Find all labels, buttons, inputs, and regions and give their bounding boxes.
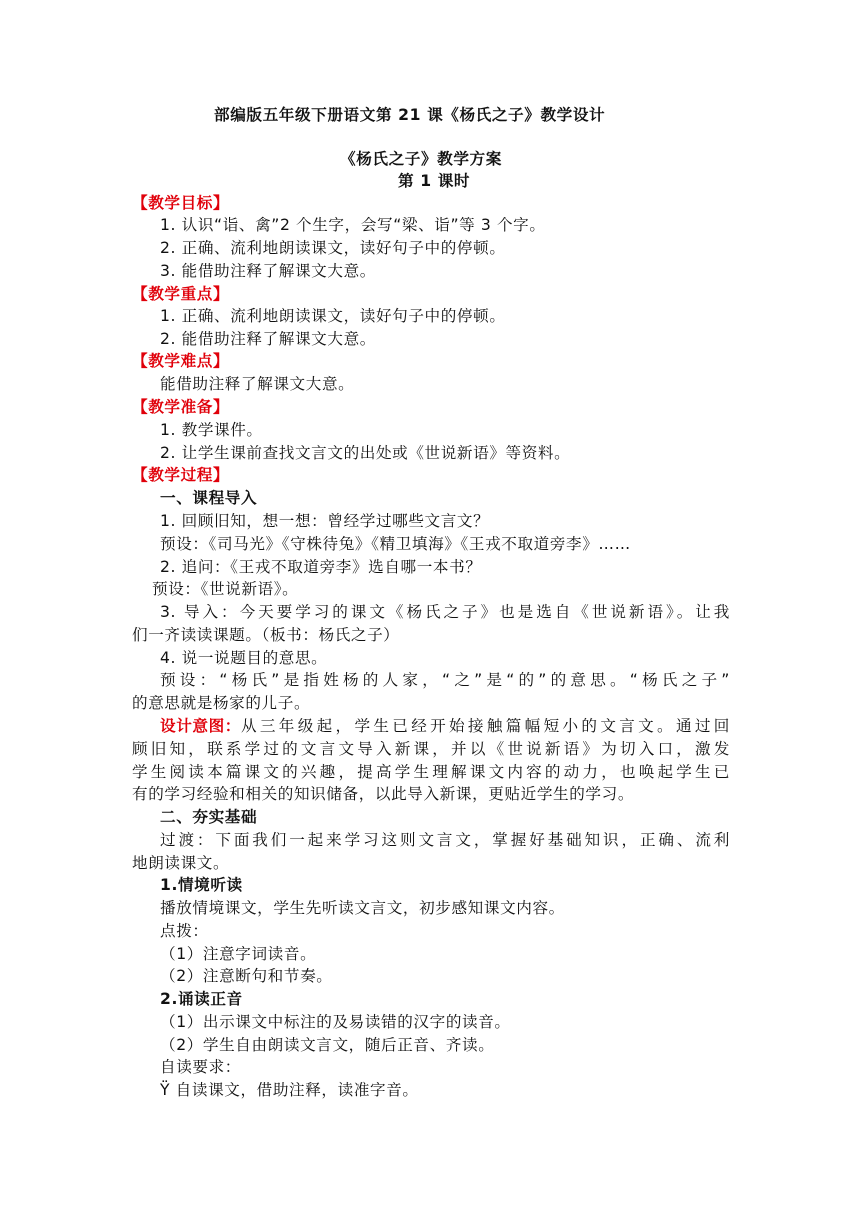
key-point-item: 2. 能借助注释了解课文大意。 (160, 330, 376, 348)
section1-line: 预设：《司马光》《守株待兔》《精卫填海》《王戎不取道旁李》…… (160, 535, 631, 553)
design-intent-label: 设计意图： (160, 717, 241, 735)
goal-item: 3. 能借助注释了解课文大意。 (160, 262, 376, 280)
sub1-line: 播放情境课文，学生先听读文言文，初步感知课文内容。 (160, 899, 565, 917)
sub2-title: 2.诵读正音 (160, 990, 243, 1008)
section1-line: 预设：“杨氏”是指姓杨的人家，“之”是“的”的意思。“杨氏之子” (160, 671, 730, 689)
sub1-title: 1.情境听读 (160, 876, 243, 894)
doc-period: 第 1 课时 (398, 172, 471, 190)
preparation-item: 1. 教学课件。 (160, 421, 263, 439)
sub1-line: （2）注意断句和节奏。 (160, 967, 333, 985)
design-intent-text: 顾旧知，联系学过的文言文导入新课，并以《世说新语》为切入口，激发 (132, 740, 730, 758)
sub1-line: （1）注意字词读音。 (160, 945, 317, 963)
sub1-line: 点拨： (160, 922, 209, 940)
section1-line: 1. 回顾旧知，想一想：曾经学过哪些文言文？ (160, 512, 490, 530)
goals-heading: 【教学目标】 (132, 194, 230, 212)
sub2-line: （1）出示课文中标注的及易读错的汉字的读音。 (160, 1013, 511, 1031)
preparation-heading: 【教学准备】 (132, 398, 230, 416)
design-intent-text: 有的学习经验和相关的知识储备，以此导入新课，更贴近学生的学习。 (132, 785, 635, 803)
section1-title: 一、课程导入 (160, 489, 258, 507)
key-points-heading: 【教学重点】 (132, 285, 230, 303)
section1-line: 预设：《世说新语》。 (152, 580, 299, 598)
sub2-line: 自读要求： (160, 1058, 241, 1076)
doc-subtitle: 《杨氏之子》教学方案 (340, 150, 502, 168)
difficulties-heading: 【教学难点】 (132, 352, 230, 370)
sub2-line: （2）学生自由朗读文言文，随后正音、齐读。 (160, 1036, 495, 1054)
key-point-item: 1. 正确、流利地朗读课文，读好句子中的停顿。 (160, 307, 506, 325)
preparation-item: 2. 让学生课前查找文言文的出处或《世说新语》等资料。 (160, 444, 571, 462)
section1-line: 4. 说一说题目的意思。 (160, 649, 328, 667)
section1-line: 3. 导入：今天要学习的课文《杨氏之子》也是选自《世说新语》。让我 (160, 603, 730, 621)
doc-title: 部编版五年级下册语文第 21 课《杨氏之子》教学设计 (214, 106, 606, 124)
design-intent-text: 学生阅读本篇课文的兴趣，提高学生理解课文内容的动力，也唤起学生已 (132, 763, 730, 781)
section1-line: 们一齐读读课题。（板书：杨氏之子） (132, 626, 400, 644)
section2-line: 地朗读课文。 (132, 854, 230, 872)
goal-item: 2. 正确、流利地朗读课文，读好句子中的停顿。 (160, 239, 506, 257)
design-intent-first-line (160, 715, 730, 737)
section2-title: 二、夯实基础 (160, 808, 258, 826)
process-heading: 【教学过程】 (132, 466, 230, 484)
section1-line: 的意思就是杨家的儿子。 (132, 694, 311, 712)
section1-line: 2. 追问：《王戎不取道旁李》选自哪一本书？ (160, 558, 482, 576)
design-intent-text: 从三年级起，学生已经开始接触篇幅短小的文言文。通过回 (240, 717, 730, 735)
difficulty-item: 能借助注释了解课文大意。 (160, 375, 355, 393)
section2-line: 过渡：下面我们一起来学习这则文言文，掌握好基础知识，正确、流利 (160, 831, 730, 849)
goal-item: 1. 认识“诣、禽”2 个生字，会写“梁、诣”等 3 个字。 (160, 216, 546, 234)
sub2-line: Ÿ 自读课文，借助注释，读准字音。 (160, 1081, 419, 1099)
